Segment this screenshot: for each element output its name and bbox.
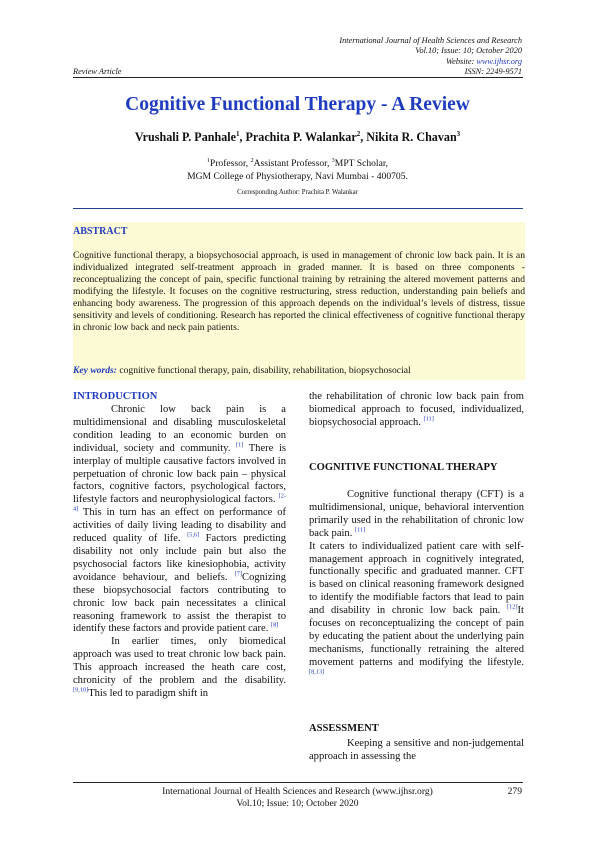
issn: ISSN: 2249-9571 (464, 67, 522, 76)
text-run: the rehabilitation of chronic low back pain from biomedical approach to focused, individualized, biopsychosocial approach. (309, 391, 524, 428)
footer (0, 786, 595, 810)
keywords-text: cognitive functional therapy, pain, disability, rehabilitation, biopsychosocial (116, 365, 411, 376)
cft-body (309, 489, 524, 683)
cft-paragraph-2 (309, 541, 524, 683)
assessment-paragraph-1 (309, 738, 524, 764)
text-run: It caters to individualized patient care with self-management approach in cognitively integrated, functionally specific and graduated manner. CFT is based on clinical reasoning framework designed to identify the modifiable factors that lead to pain and disability in chronic low back pain. (309, 540, 524, 617)
citation[interactable]: [8] (270, 621, 279, 629)
text-run: This in turn has an effect on performance of activities of daily living leading to disability and reduced quality of life. (73, 507, 286, 545)
footer-journal: International Journal of Health Sciences and Research (www.ijhsr.org) (162, 786, 433, 797)
affil-role: MPT Scholar, (334, 158, 389, 170)
author-name: Nikita R. Chavan (366, 130, 457, 145)
section-heading-introduction: INTRODUCTION (73, 391, 158, 402)
section-heading-cft: COGNITIVE FUNCTIONAL THERAPY (309, 462, 498, 473)
header-rule (73, 77, 523, 78)
continuation-paragraph (309, 391, 524, 430)
author-affil-mark: 2 (356, 130, 361, 138)
article-type: Review Article (73, 67, 122, 76)
abstract-body: Cognitive functional therapy, a biopsychosocial approach, is used in management of chronic low back pain. It is an individualized integrated self-treatment approach in graded manner. It is based on three components -reconceptualizing the concept of pain, specific functional training by retraining the altered movement patterns and modifying the lifestyle. It focuses on the cognitive restructuring, stress reduction, understanding pain beliefs and enhancing body awareness. The progression of this approach depends on the individual’s levels of distress, tissue sensitivity and levels of conditioning. Research has reported the clinical effectiveness of cognitive functional therapy in chronic low back and neck pain patients. (73, 250, 525, 334)
title-rule (73, 208, 523, 209)
affil-mark: 2 (250, 158, 254, 164)
citation[interactable]: [2-4] (73, 492, 286, 513)
citation[interactable]: [11] (354, 526, 366, 534)
website-label: Website: (446, 56, 477, 66)
keywords (73, 365, 411, 376)
text-run: There is interplay of multiple causative factors involved in perpetuation of chronic low back pain – physical factors, cognitive factors, psychological factors, lifestyle factors and neurophysiological factors. (73, 442, 286, 506)
text-run: Chronic low back pain is a multidimensional and disabling musculoskeletal condition leading to an economic burden on individual, society and community. (73, 404, 286, 454)
paper-title: Cognitive Functional Therapy - A Review (125, 94, 470, 115)
text-run: Cognizing these biopsychosocial factors contributing to chronic low back pain necessitates a clinical reasoning framework to assist the therapist to identify these factors and provide patient care. (73, 571, 286, 635)
affil-role: Professor, (209, 158, 251, 170)
citation[interactable]: [1] (235, 441, 244, 449)
intro-paragraph-2 (73, 636, 286, 701)
footer-rule (73, 782, 523, 783)
author-separator: , (239, 130, 246, 145)
affil-mark: 1 (206, 158, 210, 164)
text-run: Cognitive functional therapy (CFT) is a multidimensional, unique, behavioral intervention primarily used in the rehabilitation of chronic low back pain. (309, 489, 524, 539)
citation[interactable]: [11] (423, 415, 434, 423)
journal-name: International Journal of Health Sciences and Research (339, 36, 522, 45)
abstract-heading: ABSTRACT (73, 226, 128, 237)
text-run: Factors predicting disability not only include pain but also the psychosocial factors like kinesiophobia, activity avoidance behaviour, and beliefs. (73, 533, 286, 583)
text-run: Keeping a sensitive and non-judgemental approach in assessing the (309, 738, 524, 762)
journal-website (339, 57, 522, 67)
footer-issue: Vol.10; Issue: 10; October 2020 (236, 798, 359, 809)
cft-paragraph-1 (309, 489, 524, 541)
author-affil-mark: 3 (456, 130, 461, 138)
text-run: This led to paradigm shift in (88, 687, 209, 699)
citation[interactable]: [7] (234, 570, 243, 578)
author-list (0, 130, 595, 145)
affiliation (0, 155, 595, 183)
author-name: Prachita P. Walankar (245, 130, 357, 145)
intro-paragraph-1 (73, 404, 286, 636)
keywords-label: Key words: (73, 365, 117, 376)
citation[interactable]: [5,6] (187, 531, 200, 539)
author-separator: , (360, 130, 367, 145)
journal-issue: Vol.10; Issue: 10; October 2020 (415, 46, 522, 56)
affiliation-roles (0, 155, 595, 170)
citation[interactable]: [9,10] (73, 686, 89, 694)
website-link[interactable]: www.ijhsr.org (476, 56, 522, 66)
author-name: Vrushali P. Panhale (134, 130, 236, 145)
text-run: In earlier times, only biomedical approach was used to treat chronic low back pain. This approach increased the heath care cost, chronicity of the problem and the disability. (73, 636, 286, 687)
corresponding-author: Corresponding Author: Prachita P. Walankar (237, 189, 358, 196)
section-heading-assessment: ASSESSMENT (309, 723, 379, 734)
citation[interactable]: [8,13] (309, 668, 325, 676)
journal-header (339, 36, 522, 67)
affiliation-place: MGM College of Physiotherapy, Navi Mumbai - 400705. (187, 171, 408, 183)
assessment-body (309, 738, 524, 764)
citation[interactable]: [12] (507, 603, 518, 611)
page-number: 279 (507, 786, 522, 797)
text-run: It focuses on reconceptualizing the concept of pain by educating the patient about the underlying pain mechanisms, functionally retraining the altered movement patterns and modifying the lifestyle. (309, 605, 524, 668)
column-left (73, 404, 286, 701)
column-right (309, 391, 524, 430)
affil-role: Assistant Professor, (253, 158, 332, 170)
affil-mark: 3 (331, 158, 335, 164)
author-affil-mark: 1 (235, 130, 240, 138)
